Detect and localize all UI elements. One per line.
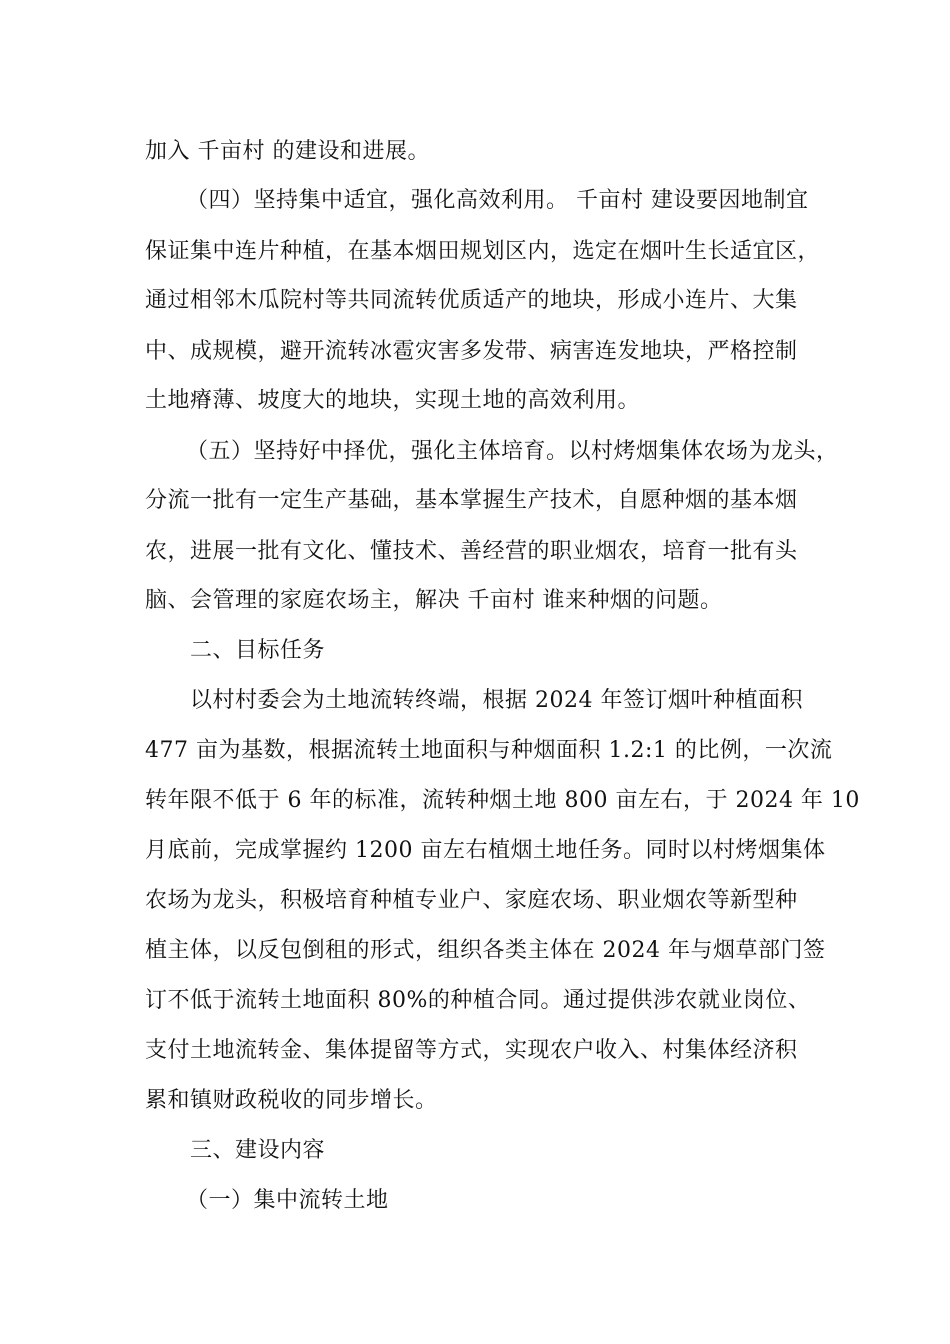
text-line: 脑、会管理的家庭农场主，解决 千亩村 谁来种烟的问题。 [145,588,723,613]
text-line: 农，进展一批有文化、懂技术、善经营的职业烟农，培育一批有头 [145,539,798,564]
text-line: 以村村委会为土地流转终端，根据 2024 年签订烟叶种植面积 [190,688,803,713]
text-line: 中、成规模，避开流转冰雹灾害多发带、病害连发地块，严格控制 [145,339,798,364]
text-line: 农场为龙头，积极培育种植专业户、家庭农场、职业烟农等新型种 [145,888,798,913]
text-line: 转年限不低于 6 年的标准，流转种烟土地 800 亩左右，于 2024 年 10 [145,788,860,813]
text-line: 订不低于流转土地面积 80%的种植合同。通过提供涉农就业岗位、 [145,988,811,1013]
text-line: 累和镇财政税收的同步增长。 [145,1088,438,1113]
text-line: 保证集中连片种植，在基本烟田规划区内，选定在烟叶生长适宜区， [145,239,821,264]
text-line: （五）坚持好中择优，强化主体培育。以村烤烟集体农场为龙头， [186,439,839,464]
text-line: 加入 千亩村 的建设和进展。 [145,139,430,164]
text-line: 植主体，以反包倒租的形式，组织各类主体在 2024 年与烟草部门签 [145,938,826,963]
text-line: 月底前，完成掌握约 1200 亩左右植烟土地任务。同时以村烤烟集体 [145,838,826,863]
section-heading: 三、建设内容 [190,1138,326,1163]
text-line: 支付土地流转金、集体提留等方式，实现农户收入、村集体经济积 [145,1038,798,1063]
subsection-heading: （一）集中流转土地 [186,1188,389,1213]
section-heading: 二、目标任务 [190,638,326,663]
text-line: 通过相邻木瓜院村等共同流转优质适产的地块，形成小连片、大集 [145,288,798,313]
text-line: 477 亩为基数，根据流转土地面积与种烟面积 1.2:1 的比例，一次流 [145,738,833,763]
text-line: （四）坚持集中适宜，强化高效利用。 千亩村 建设要因地制宜 [186,188,809,213]
text-line: 分流一批有一定生产基础，基本掌握生产技术，自愿种烟的基本烟 [145,488,798,513]
text-line: 土地瘠薄、坡度大的地块，实现土地的高效利用。 [145,388,641,413]
